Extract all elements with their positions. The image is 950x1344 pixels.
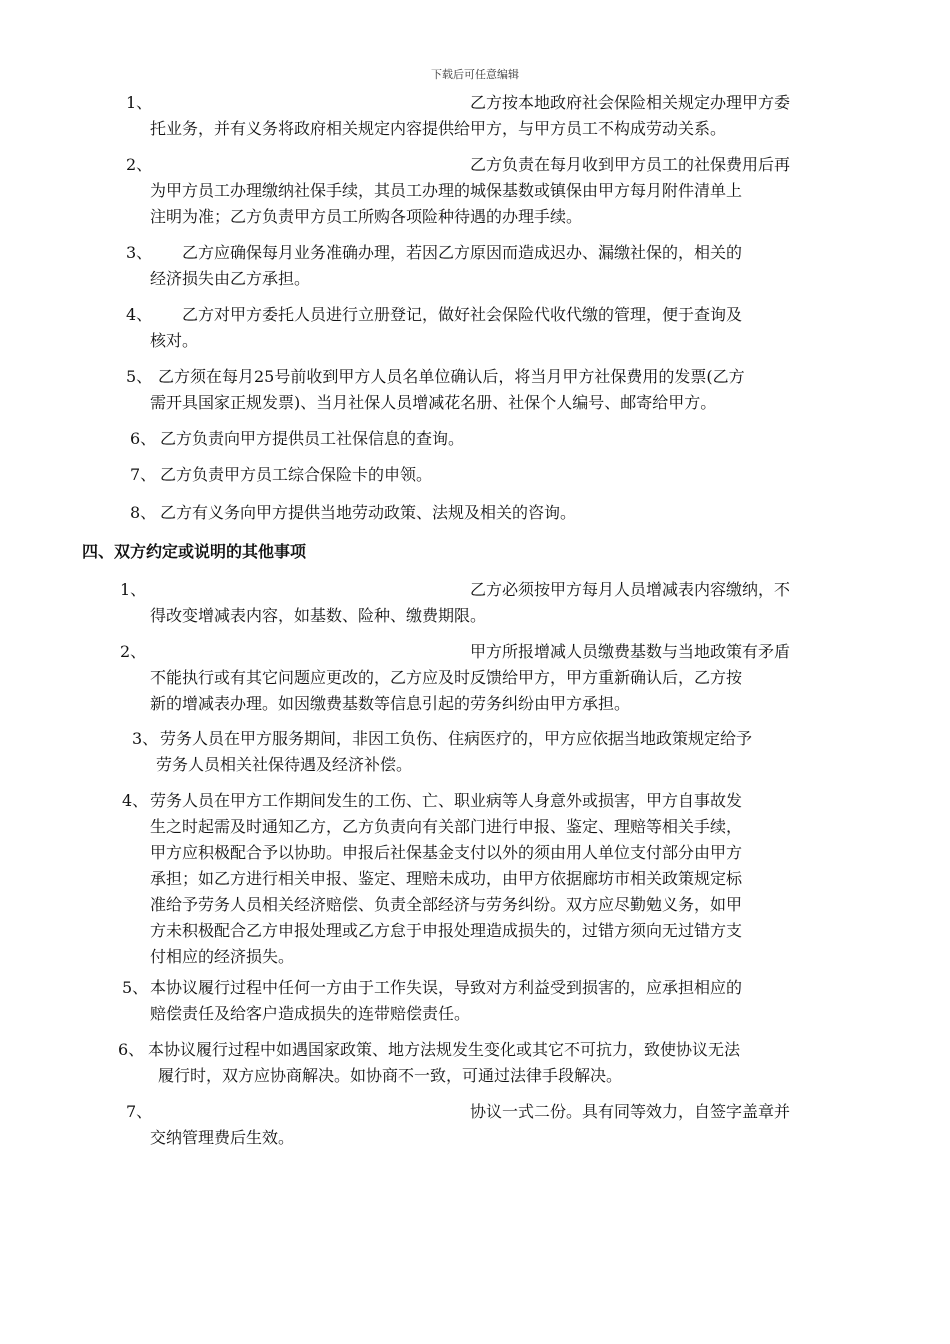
clause-line: 赔偿责任及给客户造成损失的连带赔偿责任。 — [150, 1004, 471, 1023]
clause-number: 4、 — [126, 305, 153, 324]
clause-line: 甲方所报增减人员缴费基数与当地政策有矛盾 — [470, 642, 791, 661]
section-heading: 四、双方约定或说明的其他事项 — [82, 542, 307, 561]
clause-line: 乙方按本地政府社会保险相关规定办理甲方委 — [470, 93, 791, 112]
clause-line: 方未积极配合乙方申报处理或乙方怠于申报处理造成损失的，过错方须向无过错方支 — [150, 921, 743, 940]
clause-number: 5、 — [122, 978, 149, 997]
clause-line: 乙方负责在每月收到甲方员工的社保费用后再 — [470, 155, 791, 174]
clause-line: 协议一式二份。具有同等效力，自签字盖章并 — [470, 1102, 791, 1121]
clause-number: 3、 — [126, 243, 153, 262]
clause-line: 乙方对甲方委托人员进行立册登记，做好社会保险代收代缴的管理，便于查询及 — [182, 305, 743, 324]
clause-line: 承担；如乙方进行相关申报、鉴定、理赔未成功，由甲方依据廊坊市相关政策规定标 — [150, 869, 743, 888]
clause-line: 乙方须在每月25号前收到甲方人员名单位确认后，将当月甲方社保费用的发票(乙方 — [158, 367, 745, 386]
clause-number: 2、 — [126, 155, 153, 174]
clause-number: 4、 — [122, 791, 149, 810]
clause-line: 不能执行或有其它问题应更改的，乙方应及时反馈给甲方，甲方重新确认后，乙方按 — [150, 668, 743, 687]
clause-line: 注明为准；乙方负责甲方员工所购各项险种待遇的办理手续。 — [150, 207, 583, 226]
clause-number: 6、 — [118, 1040, 145, 1059]
clause-line: 本协议履行过程中如遇国家政策、地方法规发生变化或其它不可抗力，致使协议无法 — [148, 1040, 741, 1059]
clause-line: 甲方应积极配合予以协助。申报后社保基金支付以外的须由用人单位支付部分由甲方 — [150, 843, 743, 862]
clause-line: 乙方有义务向甲方提供当地劳动政策、法规及相关的咨询。 — [160, 503, 577, 522]
clause-number: 8、 — [130, 503, 157, 522]
clause-line: 为甲方员工办理缴纳社保手续，其员工办理的城保基数或镇保由甲方每月附件清单上 — [150, 181, 743, 200]
clause-number: 1、 — [120, 580, 147, 599]
clause-number: 1、 — [126, 93, 153, 112]
clause-number: 7、 — [130, 465, 157, 484]
clause-line: 乙方负责向甲方提供员工社保信息的查询。 — [160, 429, 465, 448]
clause-line: 乙方负责甲方员工综合保险卡的申领。 — [160, 465, 433, 484]
clause-line: 劳务人员在甲方工作期间发生的工伤、亡、职业病等人身意外或损害，甲方自事故发 — [150, 791, 743, 810]
clause-line: 新的增减表办理。如因缴费基数等信息引起的劳务纠纷由甲方承担。 — [150, 694, 631, 713]
clause-line: 履行时，双方应协商解决。如协商不一致，可通过法律手段解决。 — [158, 1066, 623, 1085]
clause-number: 2、 — [120, 642, 147, 661]
clause-number: 5、 — [126, 367, 153, 386]
page-header-note: 下载后可任意编辑 — [431, 68, 519, 81]
clause-line: 核对。 — [150, 331, 199, 350]
clause-line: 交纳管理费后生效。 — [150, 1128, 295, 1147]
clause-line: 乙方应确保每月业务准确办理，若因乙方原因而造成迟办、漏缴社保的，相关的 — [182, 243, 743, 262]
clause-line: 需开具国家正规发票)、当月社保人员增减花名册、社保个人编号、邮寄给甲方。 — [150, 393, 717, 412]
clause-number: 6、 — [130, 429, 157, 448]
clause-line: 得改变增减表内容，如基数、险种、缴费期限。 — [150, 606, 487, 625]
clause-line: 生之时起需及时通知乙方，乙方负责向有关部门进行申报、鉴定、理赔等相关手续， — [150, 817, 743, 836]
clause-line: 付相应的经济损失。 — [150, 947, 295, 966]
clause-line: 准给予劳务人员相关经济赔偿、负责全部经济与劳务纠纷。双方应尽勤勉义务，如甲 — [150, 895, 743, 914]
clause-number: 7、 — [126, 1102, 153, 1121]
clause-line: 本协议履行过程中任何一方由于工作失误，导致对方利益受到损害的，应承担相应的 — [150, 978, 743, 997]
clause-line: 经济损失由乙方承担。 — [150, 269, 311, 288]
clause-line: 劳务人员在甲方服务期间，非因工负伤、住病医疗的，甲方应依据当地政策规定给予 — [160, 729, 753, 748]
clause-line: 托业务，并有义务将政府相关规定内容提供给甲方，与甲方员工不构成劳动关系。 — [150, 119, 727, 138]
clause-line: 劳务人员相关社保待遇及经济补偿。 — [156, 755, 413, 774]
clause-line: 乙方必须按甲方每月人员增减表内容缴纳，不 — [470, 580, 791, 599]
clause-number: 3、 — [132, 729, 159, 748]
